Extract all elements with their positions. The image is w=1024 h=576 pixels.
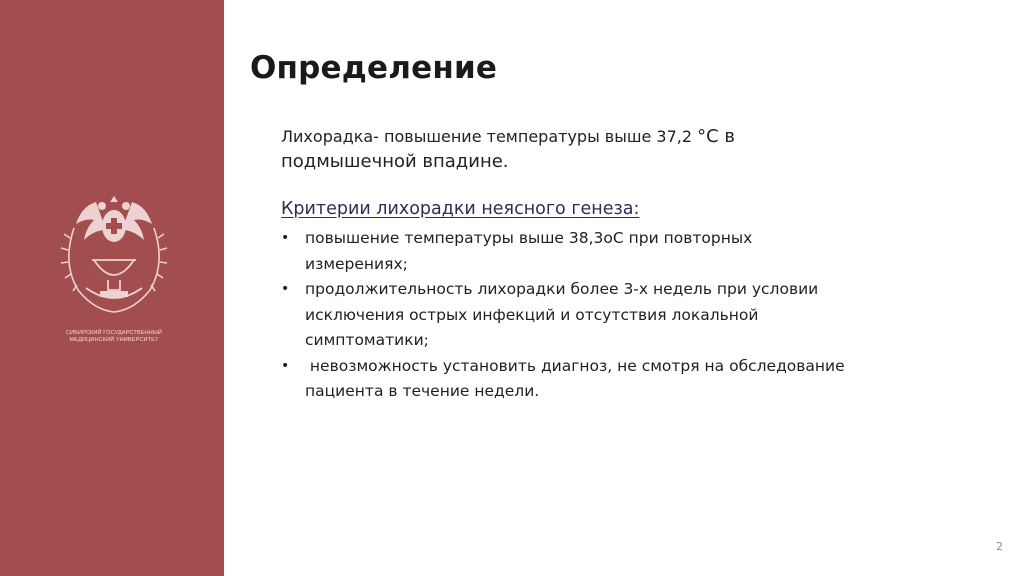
list-item-line: повышение температуры выше 38,3оС при повторных (305, 229, 753, 247)
list-item-line: невозможность установить диагноз, не смотря на обследование (305, 356, 845, 375)
university-name-line1: СИБИРСКИЙ ГОСУДАРСТВЕННЫЙ (65, 330, 162, 336)
definition-text (281, 124, 881, 174)
university-name (44, 330, 184, 344)
list-item-line: продолжительность лихорадки более 3-х недель при условии (305, 280, 819, 298)
list-item-line: исключения острых инфекций и отсутствия локальной (305, 305, 759, 324)
university-name-line2: МЕДИЦИНСКИЙ УНИВЕРСИТЕТ (69, 337, 159, 343)
list-item-line: пациента в течение недели. (305, 382, 540, 400)
list-item (281, 354, 921, 405)
list-item-line: измерениях; (305, 254, 408, 273)
bullet-icon: • (281, 357, 290, 374)
page-number: 2 (996, 540, 1003, 553)
bullet-icon: • (281, 281, 290, 297)
definition-part2: °С в (697, 126, 736, 147)
list-item-line: симптоматики; (305, 331, 429, 349)
list-item (281, 277, 921, 354)
bullet-icon: • (281, 230, 290, 246)
slide-title: Определение (250, 50, 498, 86)
definition-part3: подмышечной впадине. (281, 151, 509, 172)
criteria-list (281, 226, 921, 405)
sidebar-panel (0, 0, 224, 576)
university-emblem-logo (56, 188, 172, 318)
definition-part1: Лихорадка- повышение температуры выше 37,2 (281, 127, 698, 146)
list-item (281, 226, 921, 277)
criteria-heading: Критерии лихорадки неясного генеза: (281, 199, 640, 219)
